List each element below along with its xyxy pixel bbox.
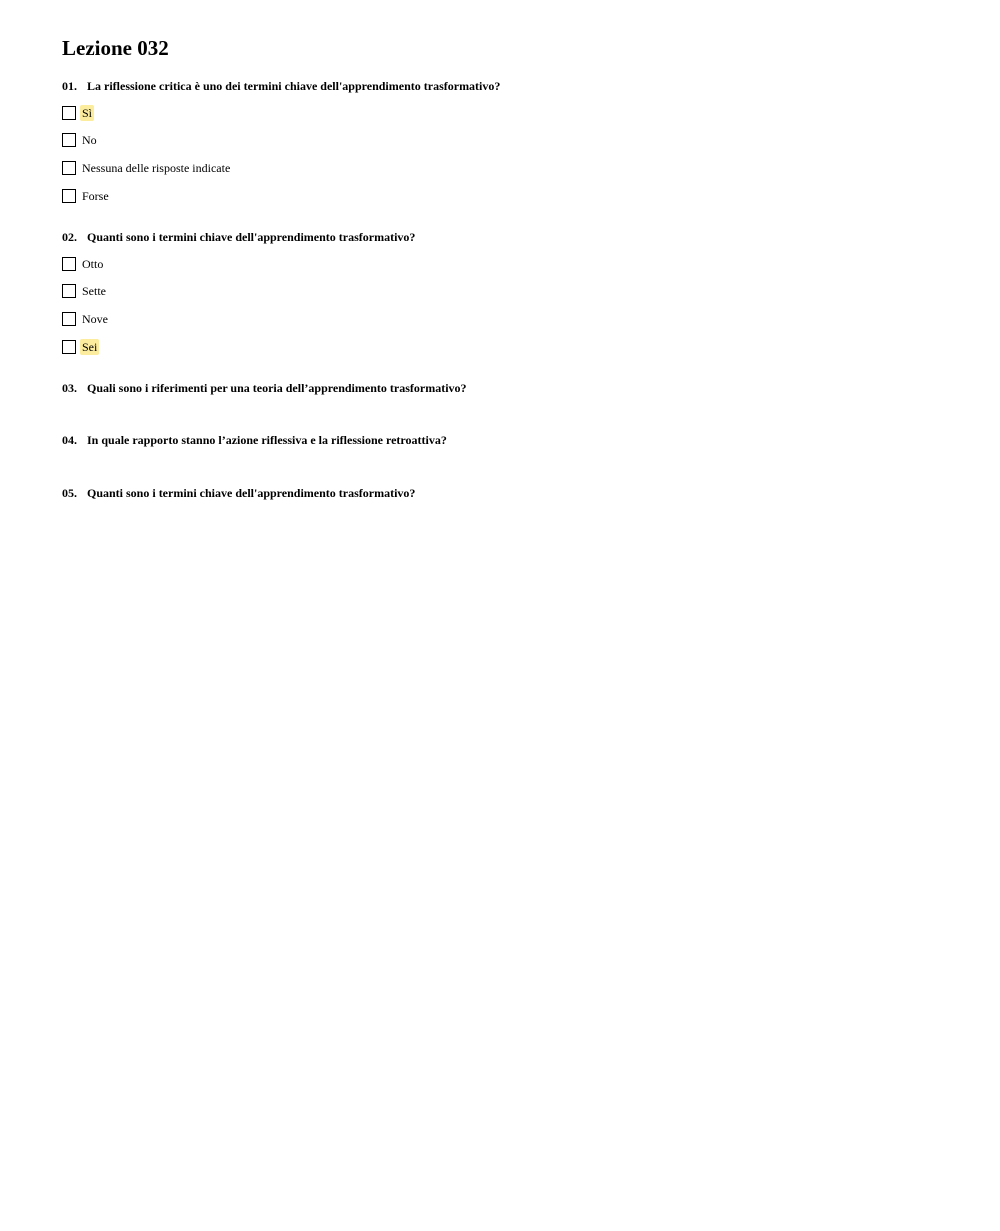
question-prompt: Quanti sono i termini chiave dell'apprendimento trasformativo? (87, 486, 416, 500)
answer-label: Nessuna delle risposte indicate (82, 161, 231, 175)
question-text (62, 380, 467, 396)
answer-label: No (82, 133, 97, 147)
question-prompt: Quanti sono i termini chiave dell'apprendimento trasformativo? (87, 230, 416, 244)
question-text (62, 229, 415, 245)
question-number: 05. (62, 486, 77, 500)
checkbox-icon[interactable] (62, 284, 76, 298)
question-text (62, 78, 500, 94)
question-number: 01. (62, 79, 77, 93)
answer-label: Nove (82, 312, 108, 326)
page-title: Lezione 032 (62, 36, 169, 60)
checkbox-icon[interactable] (62, 312, 76, 326)
answer-label: Otto (82, 257, 104, 271)
question-text (62, 485, 415, 501)
answer-label: Sì (82, 106, 93, 120)
checkbox-icon[interactable] (62, 189, 76, 203)
answer-label: Sette (82, 284, 106, 298)
question-number: 03. (62, 381, 77, 395)
question-prompt: Quali sono i riferimenti per una teoria dell’apprendimento trasformativo? (87, 381, 467, 395)
question-text (62, 432, 447, 448)
answer-label: Sei (82, 340, 98, 354)
checkbox-icon[interactable] (62, 106, 76, 120)
answer-label: Forse (82, 189, 109, 203)
question-number: 02. (62, 230, 77, 244)
checkbox-icon[interactable] (62, 340, 76, 354)
question-prompt: In quale rapporto stanno l’azione riflessiva e la riflessione retroattiva? (87, 433, 447, 447)
question-number: 04. (62, 433, 77, 447)
question-prompt: La riflessione critica è uno dei termini chiave dell'apprendimento trasformativo? (87, 79, 501, 93)
checkbox-icon[interactable] (62, 133, 76, 147)
checkbox-icon[interactable] (62, 257, 76, 271)
checkbox-icon[interactable] (62, 161, 76, 175)
